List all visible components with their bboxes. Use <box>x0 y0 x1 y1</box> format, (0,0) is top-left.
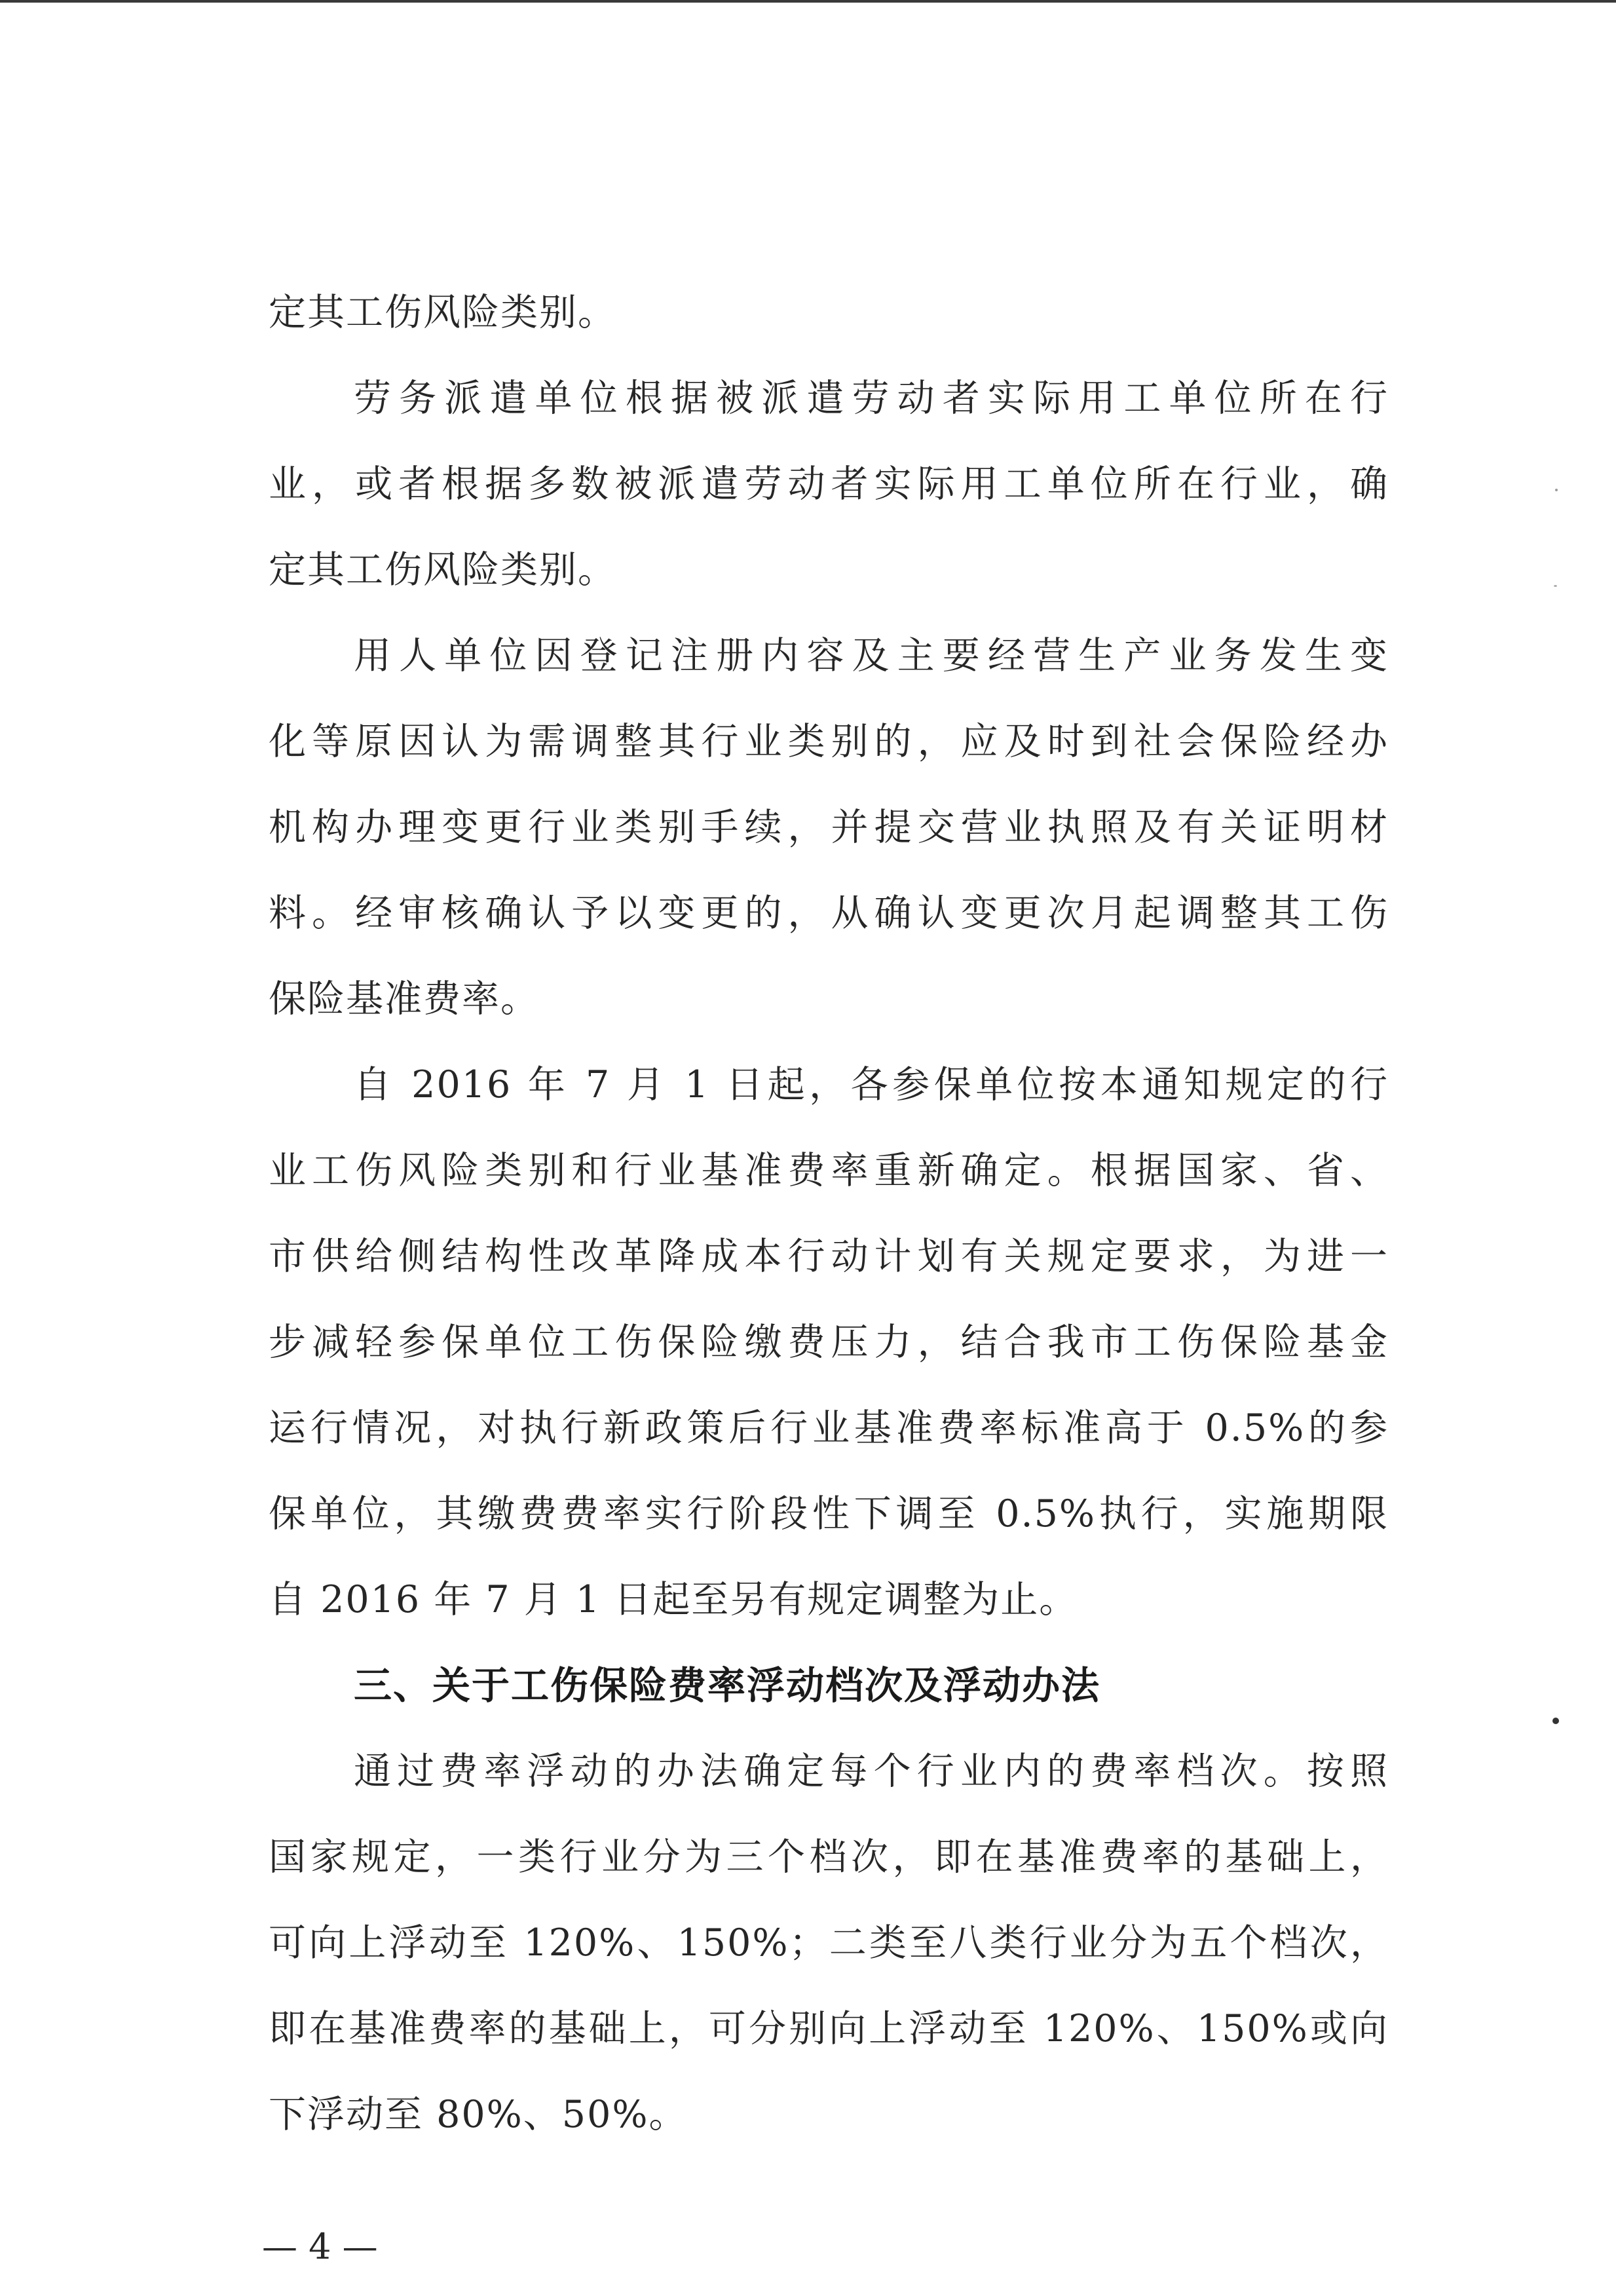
text-line: 市供给侧结构性改革降成本行动计划有关规定要求，为进一 <box>269 1235 1389 1278</box>
text-line: 料。经审核确认予以变更的，从确认变更次月起调整其工伤 <box>269 892 1389 935</box>
paragraph-first-line: 劳务派遣单位根据被派遣劳动者实际用工单位所在行 <box>354 377 1389 420</box>
paragraph-first-line: 用人单位因登记注册内容及主要经营生产业务发生变 <box>354 634 1389 677</box>
paragraph-first-line: 自 2016 年 7 月 1 日起，各参保单位按本通知规定的行 <box>354 1063 1389 1106</box>
text-line: 业，或者根据多数被派遣劳动者实际用工单位所在行业，确 <box>269 462 1389 506</box>
text-line: 下浮动至 80%、50%。 <box>269 2093 688 2136</box>
text-line: 步减轻参保单位工伤保险缴费压力，结合我市工伤保险基金 <box>269 1321 1389 1364</box>
text-line: 定其工伤风险类别。 <box>269 291 616 334</box>
scan-speck <box>1554 585 1557 587</box>
page-number: — 4 — <box>262 2226 378 2267</box>
text-line: 国家规定，一类行业分为三个档次，即在基准费率的基础上， <box>269 1835 1389 1879</box>
text-line: 化等原因认为需调整其行业类别的，应及时到社会保险经办 <box>269 720 1389 763</box>
document-body <box>269 270 1389 2158</box>
text-line: 运行情况，对执行新政策后行业基准费率标准高于 0.5%的参 <box>269 1406 1389 1450</box>
text-line: 即在基准费率的基础上，可分别向上浮动至 120%、150%或向 <box>269 2007 1389 2050</box>
text-line: 机构办理变更行业类别手续，并提交营业执照及有关证明材 <box>269 806 1389 849</box>
text-line: 业工伤风险类别和行业基准费率重新确定。根据国家、省、 <box>269 1149 1389 1192</box>
text-line: 定其工伤风险类别。 <box>269 548 616 592</box>
text-line: 保单位，其缴费费率实行阶段性下调至 0.5%执行，实施期限 <box>269 1492 1389 1535</box>
scan-top-edge <box>0 0 1616 3</box>
scan-speck <box>1555 489 1558 491</box>
text-line: 可向上浮动至 120%、150%；二类至八类行业分为五个档次， <box>269 1921 1389 1965</box>
paragraph-first-line: 通过费率浮动的办法确定每个行业内的费率档次。按照 <box>354 1750 1389 1793</box>
scan-speck <box>1552 1718 1559 1724</box>
text-line: 保险基准费率。 <box>269 977 539 1021</box>
text-line: 自 2016 年 7 月 1 日起至另有规定调整为止。 <box>269 1578 1078 1621</box>
section-heading: 三、关于工伤保险费率浮动档次及浮动办法 <box>354 1663 1101 1708</box>
